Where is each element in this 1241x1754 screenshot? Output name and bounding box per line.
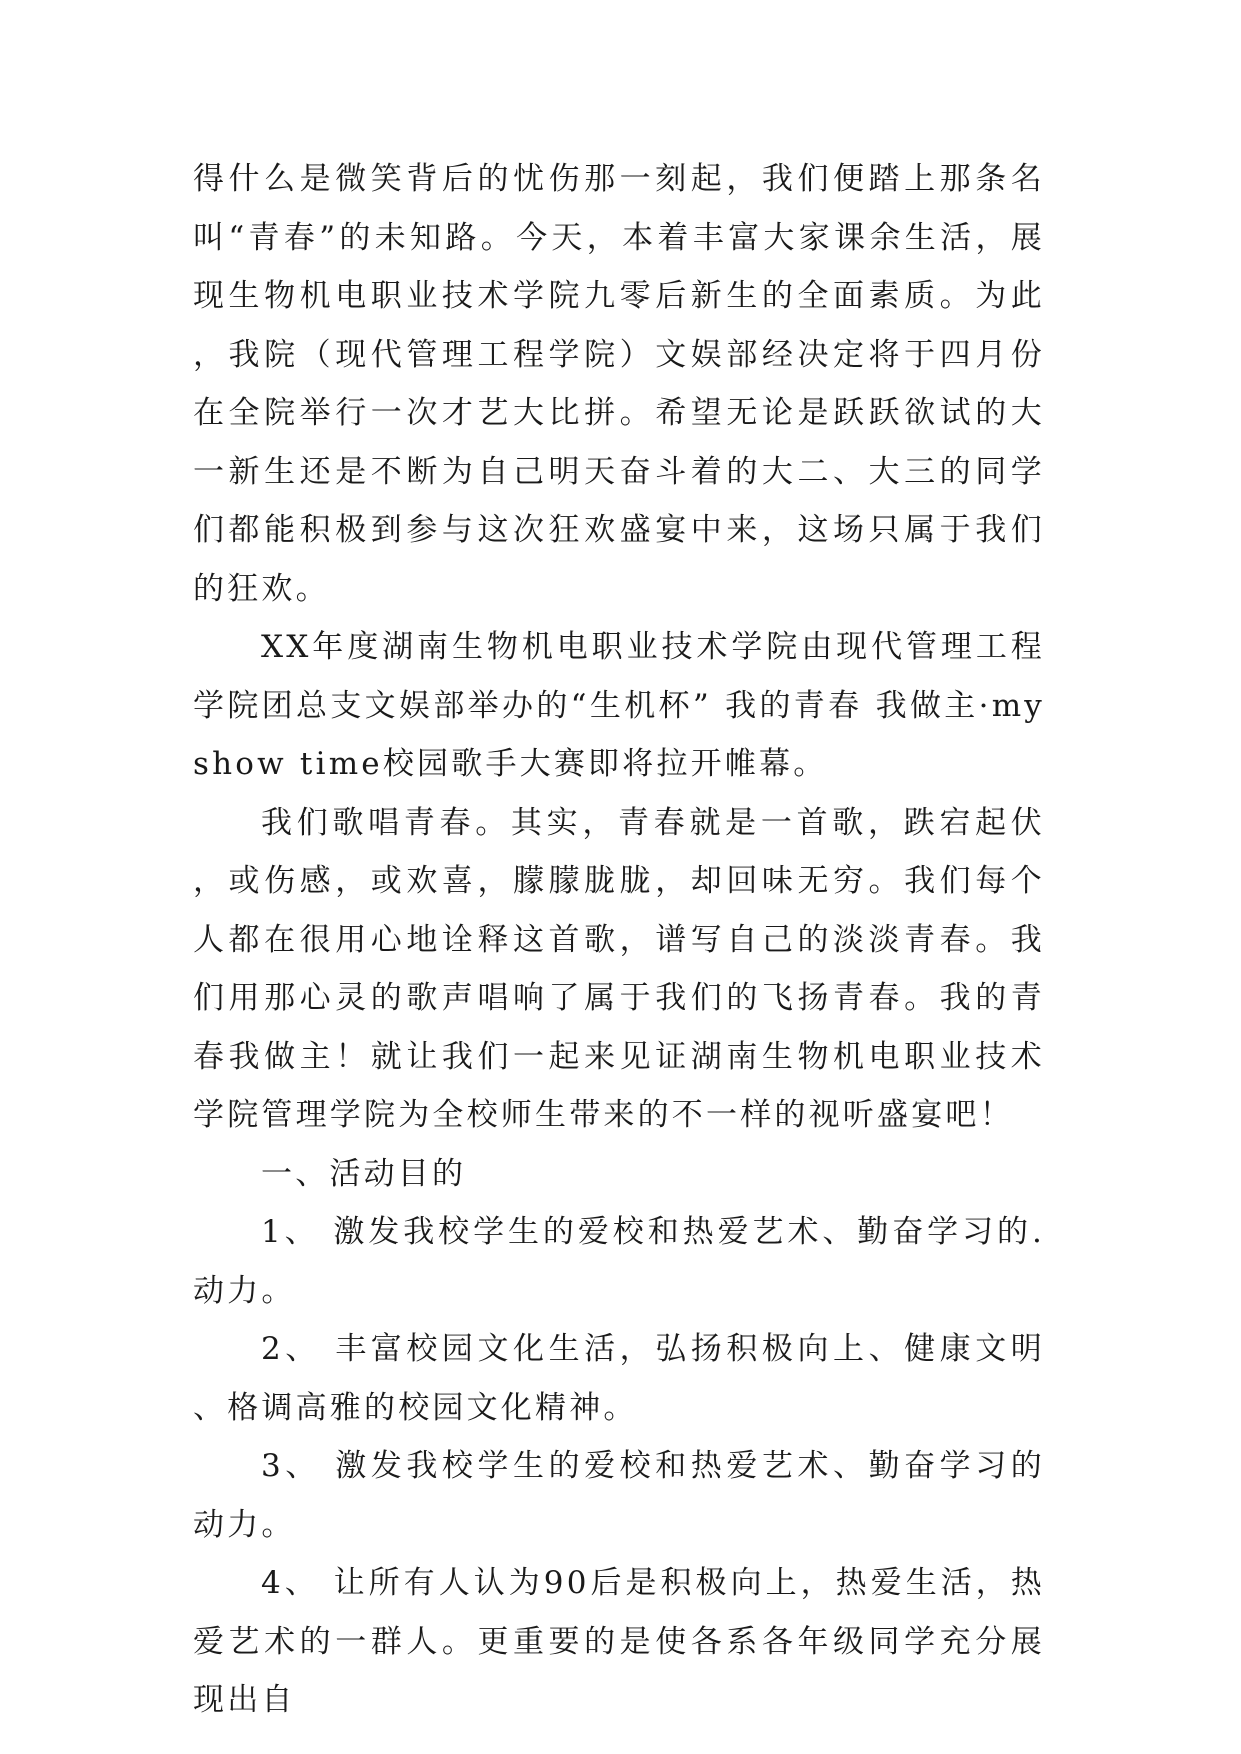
list-item-purpose-1: 1、 激发我校学生的爱校和热爱艺术、勤奋学习的.动力。 <box>193 1214 1045 1309</box>
list-item-purpose-3: 3、 激发我校学生的爱校和热爱艺术、勤奋学习的动力。 <box>193 1448 1045 1543</box>
list-item-purpose-2: 2、 丰富校园文化生活，弘扬积极向上、健康文明、格调高雅的校园文化精神。 <box>193 1331 1045 1426</box>
paragraph-intro: 得什么是微笑背后的忧伤那一刻起，我们便踏上那条名叫“青春”的未知路。今天，本着丰富大家课余生活，展现生物机电职业技术学院九零后新生的全面素质。为此，我院（现代管理工程学院）文娱部经决定将于四月份在全院举行一次才艺大比拼。希望无论是跃跃欲试的大一新生还是不断为自己明天奋斗着的大二、大三的同学们都能积极到参与这次狂欢盛宴中来，这场只属于我们的狂欢。 <box>193 161 1045 607</box>
list-item-purpose-4: 4、 让所有人认为90后是积极向上，热爱生活，热爱艺术的一群人。更重要的是使各系各年级同学充分展现出自 <box>193 1565 1045 1718</box>
document-body <box>193 150 1045 1730</box>
paragraph-youth-song: 我们歌唱青春。其实，青春就是一首歌，跌宕起伏，或伤感，或欢喜，朦朦胧胧，却回味无穷。我们每个人都在很用心地诠释这首歌，谱写自己的淡淡青春。我们用那心灵的歌声唱响了属于我们的飞扬青春。我的青春我做主！就让我们一起来见证湖南生物机电职业技术学院管理学院为全校师生带来的不一样的视听盛宴吧！ <box>193 804 1045 1133</box>
paragraph-announcement: XX年度湖南生物机电职业技术学院由现代管理工程学院团总支文娱部举办的“生机杯” 我的青春 我做主·my show time校园歌手大赛即将拉开帷幕。 <box>193 629 1045 782</box>
section-heading-purpose: 一、活动目的 <box>261 1155 467 1192</box>
